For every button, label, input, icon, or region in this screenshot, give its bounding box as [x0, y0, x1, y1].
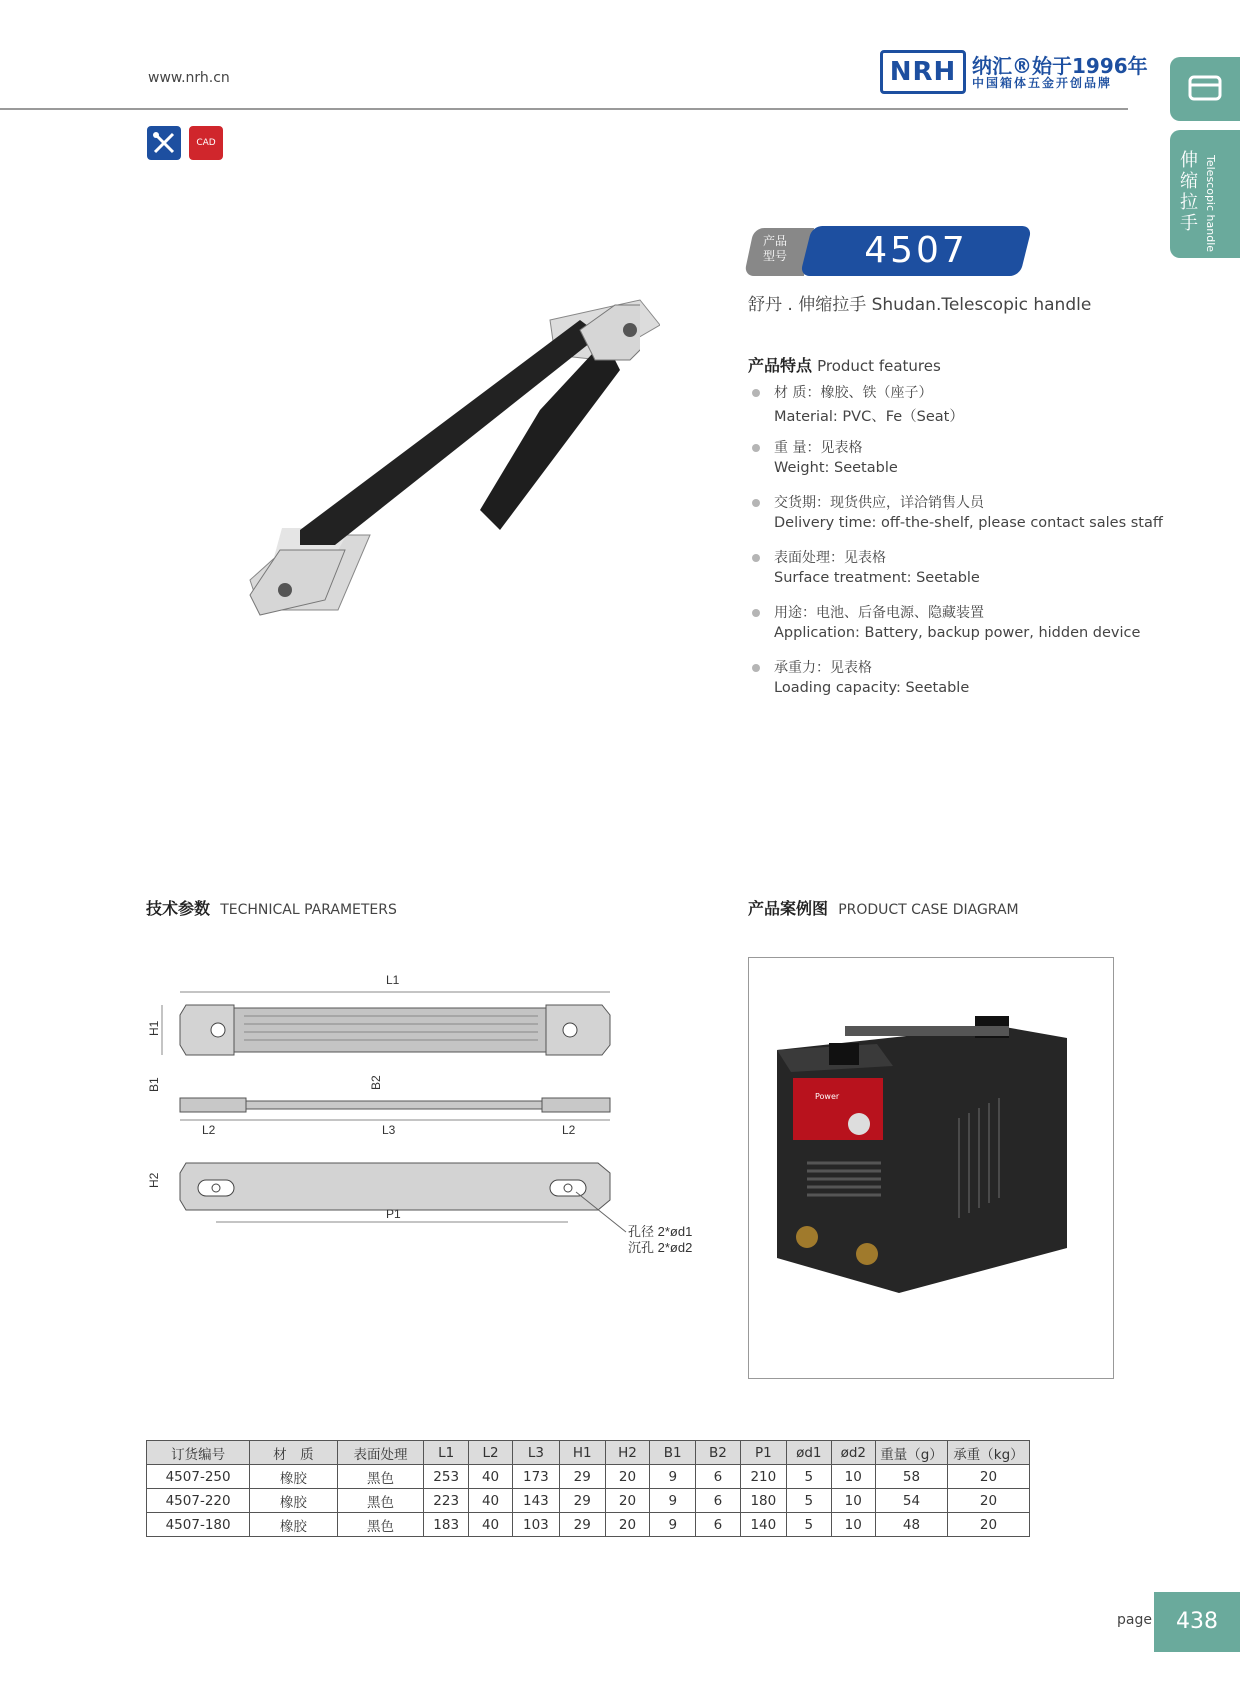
svg-text:L3: L3: [382, 1123, 396, 1137]
category-label-cn: 伸缩拉手: [1180, 150, 1198, 234]
tools-icon[interactable]: [147, 126, 181, 160]
feature-item: 重 量：见表格 Weight: Seetable: [752, 437, 1152, 492]
svg-text:P1: P1: [386, 1207, 401, 1221]
svg-text:孔径 2*ød1: 孔径 2*ød1: [628, 1224, 693, 1239]
handle-strap: [240, 300, 640, 620]
feature-list: [752, 382, 1163, 712]
model-number: 4507: [864, 230, 968, 271]
category-tab[interactable]: [1170, 57, 1240, 121]
feature-item: 材 质：橡胶、铁（座子） Material: PVC、Fe（Seat）: [752, 382, 1152, 437]
product-name: 舒丹 . 伸缩拉手 Shudan.Telescopic handle: [748, 295, 1092, 315]
svg-text:沉孔 2*ød2: 沉孔 2*ød2: [628, 1240, 693, 1255]
feature-item: 交货期：现货供应，详洽销售人员 Delivery time: off-the-shelf, please contact sales staff: [752, 492, 1152, 547]
svg-text:L2: L2: [562, 1123, 576, 1137]
welder-image: [749, 958, 1113, 1378]
case-heading: 产品案例图 PRODUCT CASE DIAGRAM: [748, 899, 1019, 918]
feature-item: 用途：电池、后备电源、隐藏装置 Application: Battery, backup power, hidden device: [752, 602, 1152, 657]
category-label-en: Telescopic handle: [1204, 155, 1217, 253]
technical-drawing: [146, 960, 706, 1260]
brand-logo: NRH: [880, 50, 966, 94]
table-header-row: 订货编号 材 质 表面处理 L1 L2 L3 H1 H2 B1 B2 P1 ød1 ød2 重量（g） 承重（kg）: [147, 1441, 1030, 1465]
features-heading: [748, 353, 941, 376]
table-row: 4507-220 橡胶 黑色 223 40 143 29 20 9 6 180 5 10 54 20: [147, 1489, 1030, 1513]
page-label: page: [1117, 1612, 1152, 1628]
brand-slogan: 纳汇®始于1996年: [972, 54, 1148, 78]
header-divider: [0, 108, 1128, 110]
feature-item: 表面处理：见表格 Surface treatment: Seetable: [752, 547, 1152, 602]
features-heading-cn: 产品特点: [748, 356, 813, 375]
svg-text:L1: L1: [386, 973, 400, 987]
site-url[interactable]: www.nrh.cn: [148, 70, 230, 86]
handle-icon: [1170, 57, 1240, 121]
model-prefix-label: 产品型号: [762, 234, 787, 263]
table-row: 4507-180 橡胶 黑色 183 40 103 29 20 9 6 140 5 10 48 20: [147, 1513, 1030, 1537]
svg-text:L2: L2: [202, 1123, 216, 1137]
feature-item: 承重力：见表格 Loading capacity: Seetable: [752, 657, 1152, 712]
svg-text:B2: B2: [369, 1075, 383, 1090]
cad-icon[interactable]: CAD: [189, 126, 223, 160]
svg-text:H2: H2: [147, 1172, 161, 1188]
brand-subslogan: 中国箱体五金开创品牌: [972, 76, 1113, 90]
svg-text:B1: B1: [147, 1077, 161, 1092]
tech-heading: 技术参数 TECHNICAL PARAMETERS: [146, 899, 397, 918]
page-number: 438: [1154, 1592, 1240, 1652]
svg-text:H1: H1: [147, 1020, 161, 1036]
case-image-frame: [748, 957, 1114, 1379]
table-row: 4507-250 橡胶 黑色 253 40 173 29 20 9 6 210 5 10 58 20: [147, 1465, 1030, 1489]
features-heading-en: Product features: [817, 357, 941, 375]
svg-text:Power: Power: [815, 1092, 840, 1101]
spec-table: [146, 1440, 1030, 1537]
